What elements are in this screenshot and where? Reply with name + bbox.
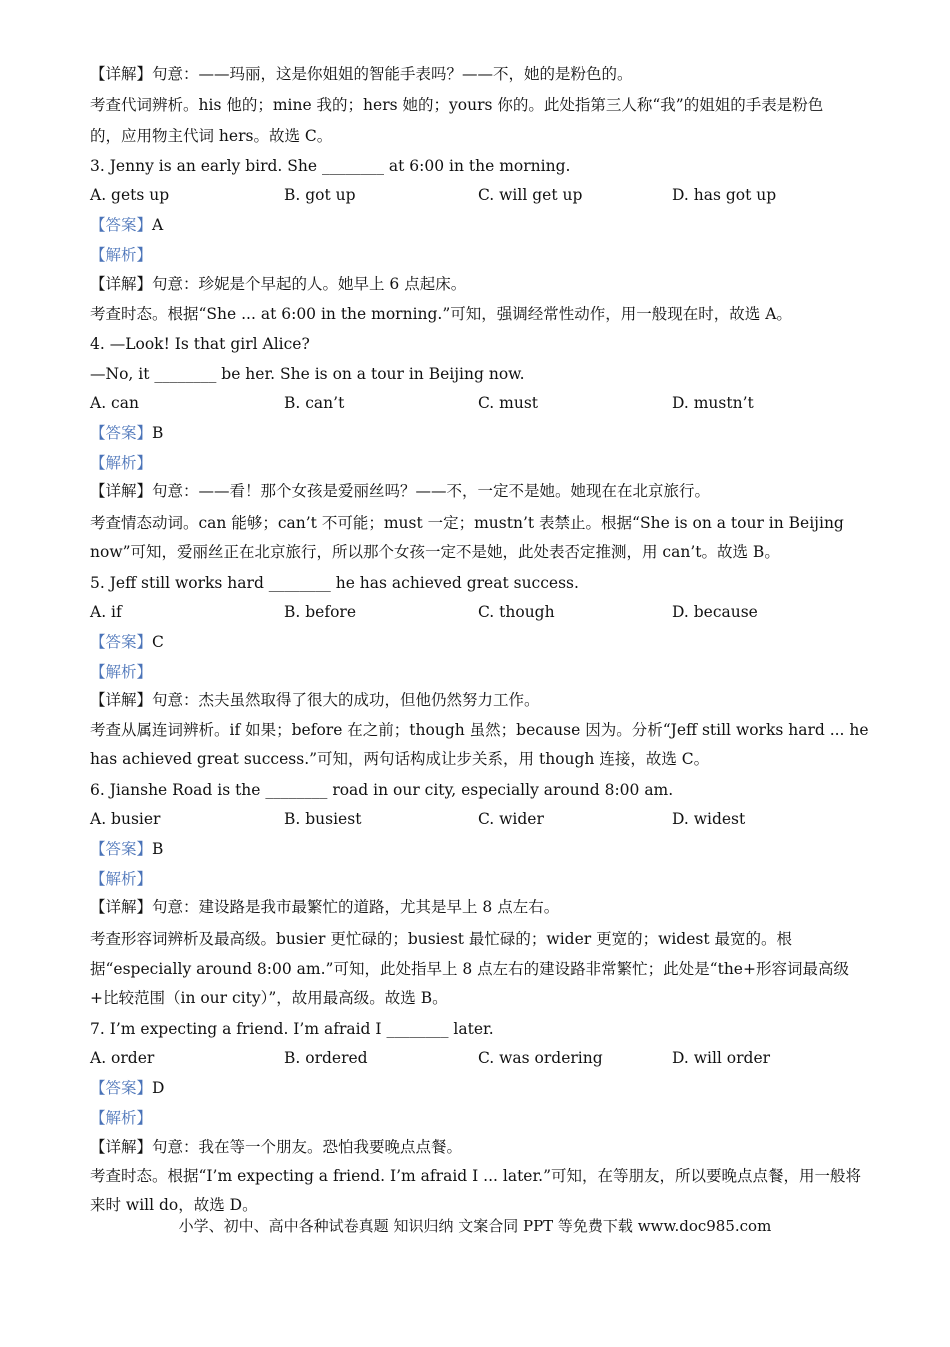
answer-value: D (152, 1079, 165, 1097)
q4-option-d: D. mustn’t (672, 394, 754, 412)
question-6: 6. Jianshe Road is the ________ road in our city, especially around 8:00 am. (90, 781, 674, 799)
q6-option-d: D. widest (672, 810, 746, 828)
q7-option-b: B. ordered (284, 1049, 368, 1067)
q6-answer (90, 838, 850, 860)
q4-analysis-label: 【解析】 (90, 454, 153, 472)
q5-option-c: C. though (478, 603, 555, 621)
q3-analysis-label: 【解析】 (90, 246, 153, 264)
q5-option-d: D. because (672, 603, 758, 621)
answer-value: C (152, 633, 164, 651)
q5-analysis-label: 【解析】 (90, 663, 153, 681)
q5-answer (90, 631, 850, 653)
q6-option-a: A. busier (90, 810, 161, 828)
explanation-line: has achieved great success.”可知，两句话构成让步关系，用 though 连接，故选 C。 (90, 750, 710, 768)
answer-value: A (152, 216, 164, 234)
q7-answer (90, 1077, 850, 1099)
q5-option-a: A. if (90, 603, 122, 621)
explanation-line: 考查时态。根据“She ... at 6:00 in the morning.”可知，强调经常性动作，用一般现在时，故选 A。 (90, 305, 792, 323)
explanation-line: +比较范围（in our city）”，故用最高级。故选 B。 (90, 989, 448, 1007)
answer-label: 【答案】 (90, 840, 153, 858)
answer-label: 【答案】 (90, 216, 153, 234)
q6-option-b: B. busiest (284, 810, 362, 828)
q6-analysis-label: 【解析】 (90, 870, 153, 888)
q3-option-a: A. gets up (90, 186, 170, 204)
answer-value: B (152, 424, 164, 442)
answer-value: B (152, 840, 164, 858)
explanation-line: 【详解】句意：我在等一个朋友。恐怕我要晚点点餐。 (90, 1138, 463, 1156)
question-3: 3. Jenny is an early bird. She ________ at 6:00 in the morning. (90, 157, 571, 175)
explanation-line: 来时 will do，故选 D。 (90, 1196, 258, 1214)
question-4: 4. —Look! Is that girl Alice? (90, 335, 310, 353)
q7-analysis-label: 【解析】 (90, 1109, 153, 1127)
explanation-line: 考查从属连词辨析。if 如果；before 在之前；though 虽然；because 因为。分析“Jeff still works hard ... he (90, 721, 869, 739)
q4-option-b: B. can’t (284, 394, 345, 412)
page-footer: 小学、初中、高中各种试卷真题 知识归纳 文案合同 PPT 等免费下载 www.doc985.com (178, 1217, 772, 1235)
explanation-line: 【详解】句意：——看！那个女孩是爱丽丝吗？——不，一定不是她。她现在在北京旅行。 (90, 482, 711, 500)
explanation-line: 据“especially around 8:00 am.”可知，此处指早上 8 点左右的建设路非常繁忙；此处是“the+形容词最高级 (90, 960, 849, 978)
q7-option-c: C. was ordering (478, 1049, 603, 1067)
q4-option-a: A. can (90, 394, 139, 412)
q5-option-b: B. before (284, 603, 356, 621)
q6-option-c: C. wider (478, 810, 544, 828)
q7-option-d: D. will order (672, 1049, 771, 1067)
explanation-line: 考查情态动词。can 能够；can’t 不可能；must 一定；mustn’t 表禁止。根据“She is on a tour in Beijing (90, 514, 844, 532)
question-7: 7. I’m expecting a friend. I’m afraid I ________ later. (90, 1020, 494, 1038)
explanation-line: 【详解】句意：杰夫虽然取得了很大的成功，但他仍然努力工作。 (90, 691, 540, 709)
answer-label: 【答案】 (90, 633, 153, 651)
question-4-line2: —No, it ________ be her. She is on a tour in Beijing now. (90, 365, 525, 383)
q3-option-b: B. got up (284, 186, 356, 204)
q3-option-d: D. has got up (672, 186, 777, 204)
q3-option-c: C. will get up (478, 186, 583, 204)
q4-option-c: C. must (478, 394, 539, 412)
q3-answer (90, 214, 850, 236)
explanation-line: 考查时态。根据“I’m expecting a friend. I’m afraid I ... later.”可知，在等朋友，所以要晚点点餐，用一般将 (90, 1167, 862, 1185)
explanation-line: 【详解】句意：珍妮是个早起的人。她早上 6 点起床。 (90, 275, 467, 293)
q7-option-a: A. order (90, 1049, 155, 1067)
explanation-line: 的，应用物主代词 hers。故选 C。 (90, 127, 333, 145)
explanation-line: 考查形容词辨析及最高级。busier 更忙碌的；busiest 最忙碌的；wider 更宽的；widest 最宽的。根 (90, 930, 793, 948)
answer-label: 【答案】 (90, 424, 153, 442)
explanation-line: 【详解】句意：建设路是我市最繁忙的道路，尤其是早上 8 点左右。 (90, 898, 560, 916)
explanation-line: now”可知，爱丽丝正在北京旅行，所以那个女孩一定不是她，此处表否定推测，用 can’t。故选 B。 (90, 543, 780, 561)
explanation-line: 考查代词辨析。his 他的；mine 我的；hers 她的；yours 你的。此处指第三人称“我”的姐姐的手表是粉色 (90, 96, 824, 114)
answer-label: 【答案】 (90, 1079, 153, 1097)
explanation-line: 【详解】句意：——玛丽，这是你姐姐的智能手表吗？——不，她的是粉色的。 (90, 65, 633, 83)
question-5: 5. Jeff still works hard ________ he has achieved great success. (90, 574, 579, 592)
q4-answer (90, 422, 850, 444)
